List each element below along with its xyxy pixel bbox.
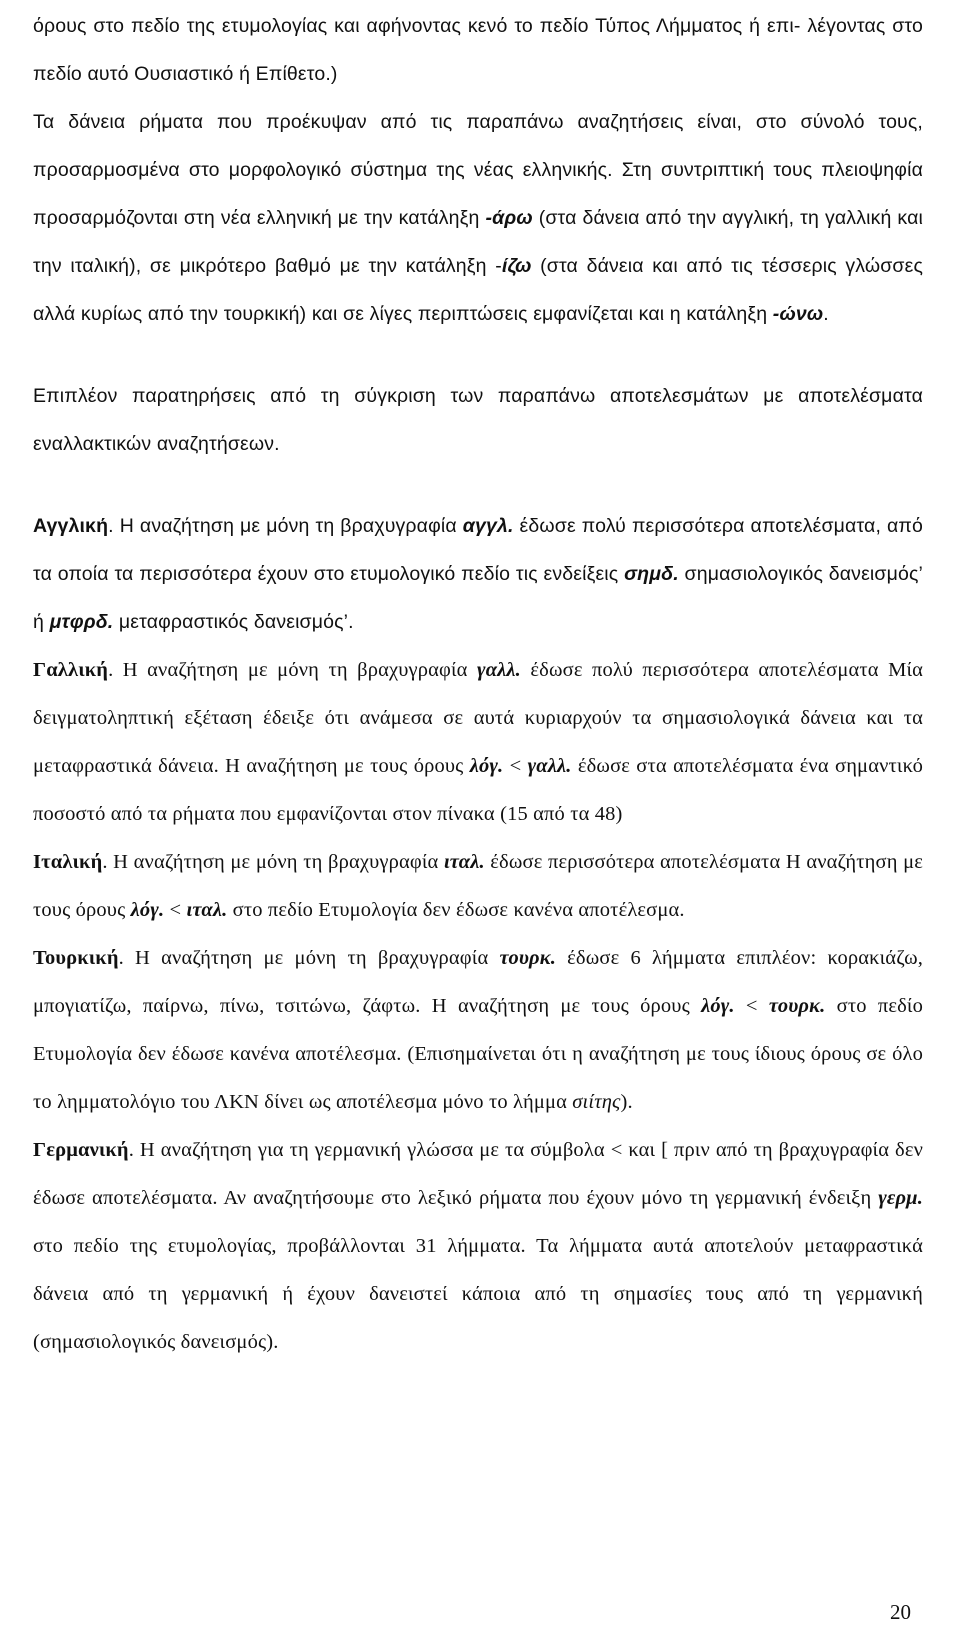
abbreviation: γερμ. — [878, 1187, 923, 1209]
text-run: < — [734, 995, 769, 1017]
search-term: λόγ. — [130, 899, 165, 921]
text-run: . Η αναζήτηση για τη γερμανική γλώσσα με τα σύμβολα < και [ πριν από τη βραχυγραφία δεν έδωσε αποτελέσματα. Αν αναζητήσουμε στο λεξικό ρήματα που έχουν μόνο τη γερμανική ένδειξη — [33, 1139, 923, 1209]
abbreviation: αγγλ. — [462, 515, 514, 537]
turkish-paragraph — [33, 934, 923, 1126]
text-run: . Η αναζήτηση με μόνη τη βραχυγραφία — [108, 515, 463, 537]
text-run: έδωσε περισσότερα αποτελέσματα Η αναζήτηση με τους όρους — [33, 851, 924, 921]
text-run: στο πεδίο Ετυμολογία δεν έδωσε κανένα αποτέλεσμα. — [227, 899, 685, 921]
section-label-italian: Ιταλική — [33, 851, 103, 873]
search-term: τουρκ. — [768, 995, 826, 1017]
text-run: έδωσε στα αποτελέσματα ένα σημαντικό ποσοστό από τα ρήματα που εμφανίζονται στον πίνακα (15 από τα 48) — [33, 755, 923, 825]
text-run: . Η αναζήτηση με μόνη τη βραχυγραφία — [108, 659, 478, 681]
suffix-izo: ίζω — [501, 255, 532, 277]
german-paragraph — [33, 1126, 923, 1366]
text-run: στο πεδίο Ετυμολογία δεν έδωσε κανένα αποτέλεσμα. (Επισημαίνεται ότι η αναζήτηση με τους ίδιους όρους σε όλο το λημματολόγιο του ΛΚΝ δίνει ως αποτέλεσμα μόνο το λήμμα — [33, 995, 923, 1113]
abbreviation: σημδ. — [624, 563, 679, 585]
suffix-ono: -ώνω — [772, 303, 824, 325]
search-term: γαλλ. — [527, 755, 572, 777]
abbreviation: τουρκ. — [499, 947, 557, 969]
section-label-turkish: Τουρκική — [33, 947, 119, 969]
page-number: 20 — [890, 1600, 911, 1624]
french-paragraph — [33, 646, 923, 838]
text-run: έδωσε 6 λήμματα επιπλέον: κορακιάζω, μπογιατίζω, παίρνω, πίνω, τσιτώνω, ζάφτω. Η αναζήτηση με τους όρους — [33, 947, 924, 1017]
text-run: (στα δάνεια από την αγγλική, τη γαλλική και την ιταλική), σε μικρότερο βαθμό με την κατάληξη - — [33, 207, 923, 277]
text-run: < — [503, 755, 528, 777]
section-label-german: Γερμανική — [33, 1139, 129, 1161]
english-paragraph — [33, 502, 923, 646]
abbreviation: μτφρδ. — [49, 611, 114, 633]
search-term: λόγ. — [469, 755, 504, 777]
text-run: Τα δάνεια ρήματα που προέκυψαν από τις παραπάνω αναζητήσεις είναι, στο σύνολό τους, προσαρμοσμένα στο μορφολογικό σύστημα της νέας ελληνικής. Στη συντριπτική τους πλειοψηφία προσαρμόζονται στη νέα ελληνική με την κατάληξη — [33, 111, 923, 229]
suffix-aro: -άρω — [485, 207, 533, 229]
text-run: μεταφραστικός δανεισμός’. — [113, 611, 354, 633]
abbreviation: γαλλ. — [477, 659, 521, 681]
text-run: όρους στο πεδίο της ετυμολογίας και αφήνοντας κενό το πεδίο Τύπος Λήμματος ή επι- — [33, 15, 801, 37]
text-run: στο πεδίο της ετυμολογίας, προβάλλονται 31 λήμματα. Τα λήμματα αυτά αποτελούν μεταφραστικά δάνεια από τη γερμανική ή έχουν δανειστεί κάποια από τη σημασίες τους από τη γερμανική (σημασιολογικός δανεισμός). — [33, 1235, 923, 1353]
text-run: έδωσε πολύ περισσότερα αποτελέσματα Μία δειγματοληπτική εξέταση έδειξε ότι ανάμεσα σε αυτά κυριαρχούν τα σημασιολογικά δάνεια και τα μεταφραστικά δάνεια. Η αναζήτηση με τους όρους — [33, 659, 924, 777]
text-run: έδωσε πολύ περισσότερα αποτελέσματα, από τα οποία τα περισσότερα έχουν στο ετυμολογικό πεδίο τις ενδείξεις — [33, 515, 924, 585]
text-run: . Η αναζήτηση με μόνη τη βραχυγραφία — [118, 947, 500, 969]
text-run: (στα δάνεια και από τις τέσσερις γλώσσες αλλά κυρίως από την τουρκική) και σε λίγες περιπτώσεις εμφανίζεται και η κατάληξη — [33, 255, 923, 325]
text-run: . Η αναζήτηση με μόνη τη βραχυγραφία — [102, 851, 444, 873]
lemma: σιίτης — [572, 1091, 621, 1113]
text-run: < — [164, 899, 187, 921]
further-observations-paragraph: Επιπλέον παρατηρήσεις από τη σύγκριση των παραπάνω αποτελεσμάτων με αποτελέσματα εναλλακτικών αναζητήσεων. — [33, 385, 923, 455]
abbreviation: ιταλ. — [443, 851, 485, 873]
search-term: λόγ. — [701, 995, 735, 1017]
text-run: ). — [620, 1091, 633, 1113]
document-body — [33, 2, 923, 1366]
italian-paragraph — [33, 838, 923, 934]
section-label-english: Αγγλική — [33, 515, 109, 537]
text-run: σημασιολογικός δανεισμός’ ή — [33, 563, 923, 633]
section-label-french: Γαλλική — [33, 659, 109, 681]
search-term: ιταλ. — [186, 899, 228, 921]
text-run: λέγοντας στο πεδίο αυτό Ουσιαστικό ή Επίθετο.) — [33, 15, 923, 85]
text-run: . — [823, 303, 829, 325]
intro-paragraph-end — [33, 2, 923, 98]
loan-verbs-paragraph — [33, 98, 923, 338]
